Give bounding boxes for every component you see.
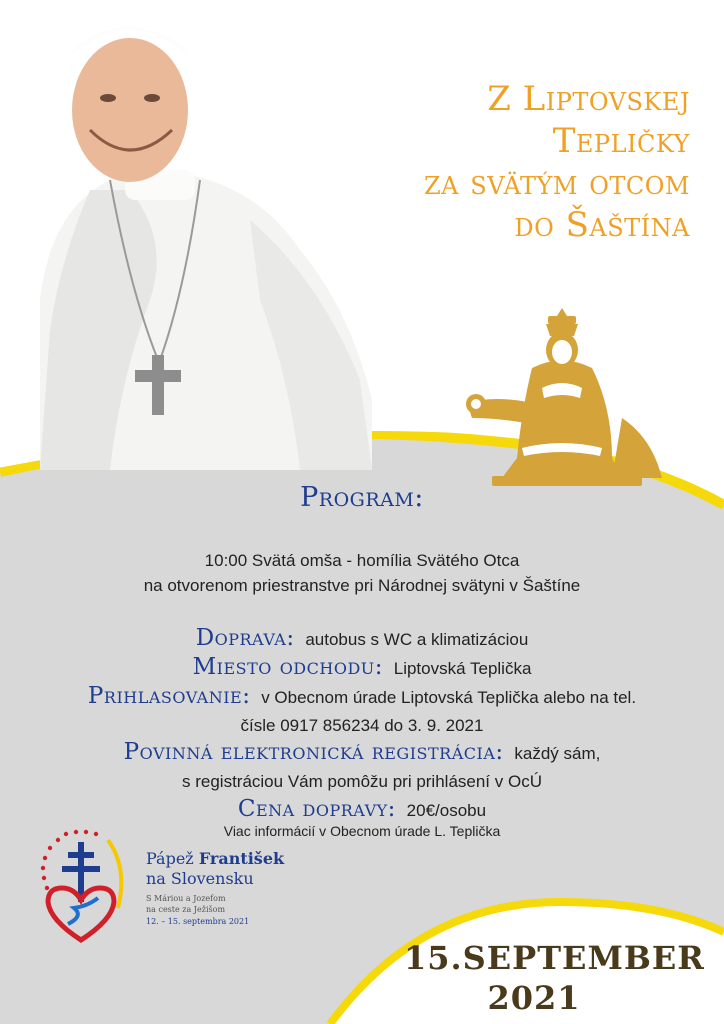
transport-row bbox=[0, 626, 724, 652]
departure-value: Liptovská Teplička bbox=[393, 659, 532, 678]
price-row bbox=[0, 797, 724, 823]
program-line-1: 10:00 Svätá omša - homília Svätého Otca bbox=[204, 551, 520, 570]
logo-motto bbox=[146, 893, 284, 915]
signup-row bbox=[0, 684, 724, 710]
pope-photo bbox=[0, 0, 380, 470]
pieta-statue-icon bbox=[462, 308, 672, 488]
price-label: Cena dopravy: bbox=[237, 796, 396, 822]
poster-title bbox=[330, 78, 690, 246]
more-info: Viac informácií v Obecnom úrade L. Teplička bbox=[223, 823, 501, 839]
logo-title bbox=[146, 849, 284, 869]
signup-phone: čísle 0917 856234 do 3. 9. 2021 bbox=[240, 716, 484, 735]
program-heading: Program: bbox=[300, 482, 424, 513]
logo-title-name: František bbox=[198, 849, 285, 868]
program-description bbox=[0, 548, 724, 598]
logo-motto-2: na ceste za Ježišom bbox=[146, 905, 226, 914]
logo-text bbox=[146, 849, 284, 926]
logo-motto-1: S Máriou a Jozefom bbox=[146, 894, 226, 903]
registration-label: Povinná elektronická registrácia: bbox=[123, 739, 504, 765]
title-line-3: za svätým otcom bbox=[423, 163, 690, 203]
event-date-day: 15.SEPTEMBER bbox=[404, 939, 705, 977]
registration-help: s registráciou Vám pomôžu pri prihlásení v OcÚ bbox=[182, 772, 542, 791]
event-date-year: 2021 bbox=[487, 979, 581, 1017]
logo-dates: 12. – 15. septembra 2021 bbox=[146, 917, 250, 926]
logo-title-pope: Pápež bbox=[146, 849, 194, 868]
title-line-4: do Šaštína bbox=[514, 205, 690, 245]
transport-label: Doprava: bbox=[195, 625, 295, 651]
signup-value: v Obecnom úrade Liptovská Teplička alebo na tel. bbox=[261, 688, 637, 707]
registration-row bbox=[0, 740, 724, 766]
logo-subtitle: na Slovensku bbox=[146, 869, 254, 888]
papal-visit-logo-icon bbox=[36, 828, 136, 948]
departure-row bbox=[0, 655, 724, 681]
event-date bbox=[404, 938, 705, 1018]
title-line-2: Tepličky bbox=[552, 121, 690, 161]
registration-value: každý sám, bbox=[514, 744, 601, 763]
signup-label: Prihlasovanie: bbox=[87, 683, 251, 709]
departure-label: Miesto odchodu: bbox=[192, 654, 384, 680]
program-line-2: na otvorenom priestranstve pri Národnej svätyni v Šaštíne bbox=[143, 576, 581, 595]
transport-value: autobus s WC a klimatizáciou bbox=[305, 630, 529, 649]
title-line-1: Z Liptovskej bbox=[487, 79, 690, 119]
price-value: 20€/osobu bbox=[406, 801, 487, 820]
